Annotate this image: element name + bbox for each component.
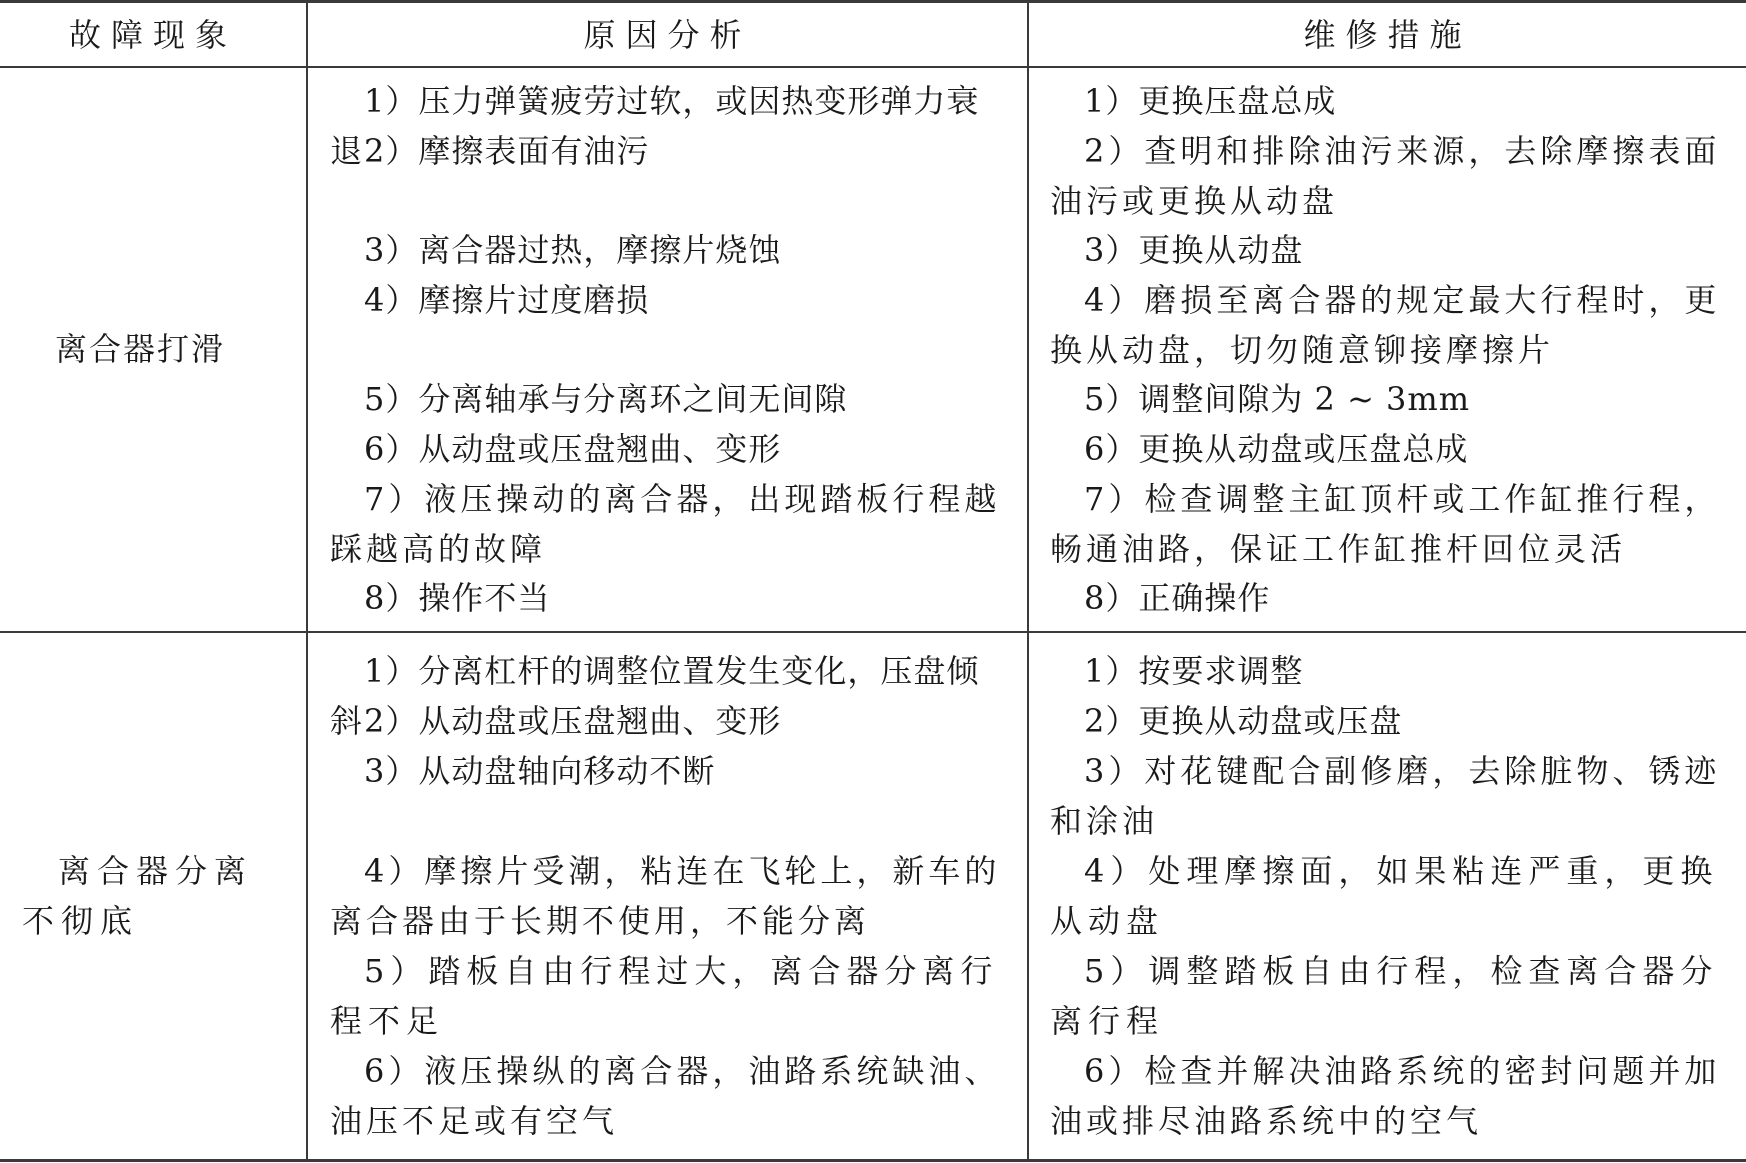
cause-item: 6）从动盘或压盘翘曲、变形 <box>364 430 782 468</box>
cause-item: 8）操作不当 <box>364 579 551 617</box>
cause-item: 4）摩擦片受潮，粘连在飞轮上，新车的离合器由于长期不使用，不能分离 <box>330 852 1001 940</box>
symptom-cell-1: 离合器打滑 <box>55 330 226 368</box>
symptom-cell-2: 离合器分离不彻底 <box>22 852 254 940</box>
cause-item: 6）液压操纵的离合器，油路系统缺油、油压不足或有空气 <box>330 1052 1001 1140</box>
action-item: 2）更换从动盘或压盘 <box>1084 702 1403 740</box>
action-item: 3）更换从动盘 <box>1084 231 1304 269</box>
cause-item: 2）摩擦表面有油污 <box>364 132 650 170</box>
action-item: 8）正确操作 <box>1084 579 1271 617</box>
header-rule <box>0 66 1746 68</box>
header-symptom: 故障现象 <box>68 16 237 54</box>
action-item: 3）对花键配合副修磨，去除脏物、锈迹和涂油 <box>1050 752 1721 840</box>
cause-item: 7）液压操动的离合器，出现踏板行程越踩越高的故障 <box>330 480 1001 568</box>
cause-item: 4）摩擦片过度磨损 <box>364 281 650 319</box>
action-item: 5）调整间隙为 2 ~ 3mm <box>1084 380 1471 418</box>
action-item: 4）磨损至离合器的规定最大行程时，更换从动盘，切勿随意铆接摩擦片 <box>1050 281 1721 369</box>
action-item: 5）调整踏板自由行程，检查离合器分离行程 <box>1050 952 1719 1040</box>
column-divider-2 <box>1027 0 1029 1162</box>
cause-item: 3）离合器过热，摩擦片烧蚀 <box>364 231 782 269</box>
row-divider-rule <box>0 631 1746 633</box>
header-action: 维修措施 <box>1303 16 1472 54</box>
cause-item: 1）压力弹簧疲劳过软，或因热变形弹力衰退 <box>330 82 980 170</box>
cause-item: 5）分离轴承与分离环之间无间隙 <box>364 380 848 418</box>
action-item: 6）更换从动盘或压盘总成 <box>1084 430 1469 468</box>
action-item: 1）更换压盘总成 <box>1084 82 1337 120</box>
action-item: 4）处理摩擦面，如果粘连严重，更换从动盘 <box>1050 852 1719 940</box>
cause-item: 2）从动盘或压盘翘曲、变形 <box>364 702 782 740</box>
action-item: 1）按要求调整 <box>1084 652 1304 690</box>
action-item: 7）检查调整主缸顶杆或工作缸推行程，畅通油路，保证工作缸推杆回位灵活 <box>1050 480 1721 568</box>
action-item: 6）检查并解决油路系统的密封问题并加油或排尽油路系统中的空气 <box>1050 1052 1721 1140</box>
header-cause: 原因分析 <box>583 16 752 54</box>
column-divider-1 <box>306 0 308 1162</box>
cause-item: 5）踏板自由行程过大，离合器分离行程不足 <box>330 952 999 1040</box>
cause-item: 1）分离杠杆的调整位置发生变化，压盘倾斜 <box>330 652 980 740</box>
action-item: 2）查明和排除油污来源，去除摩擦表面油污或更换从动盘 <box>1050 132 1721 220</box>
cause-item: 3）从动盘轴向移动不断 <box>364 752 716 790</box>
table-bottom-rule <box>0 1159 1746 1162</box>
